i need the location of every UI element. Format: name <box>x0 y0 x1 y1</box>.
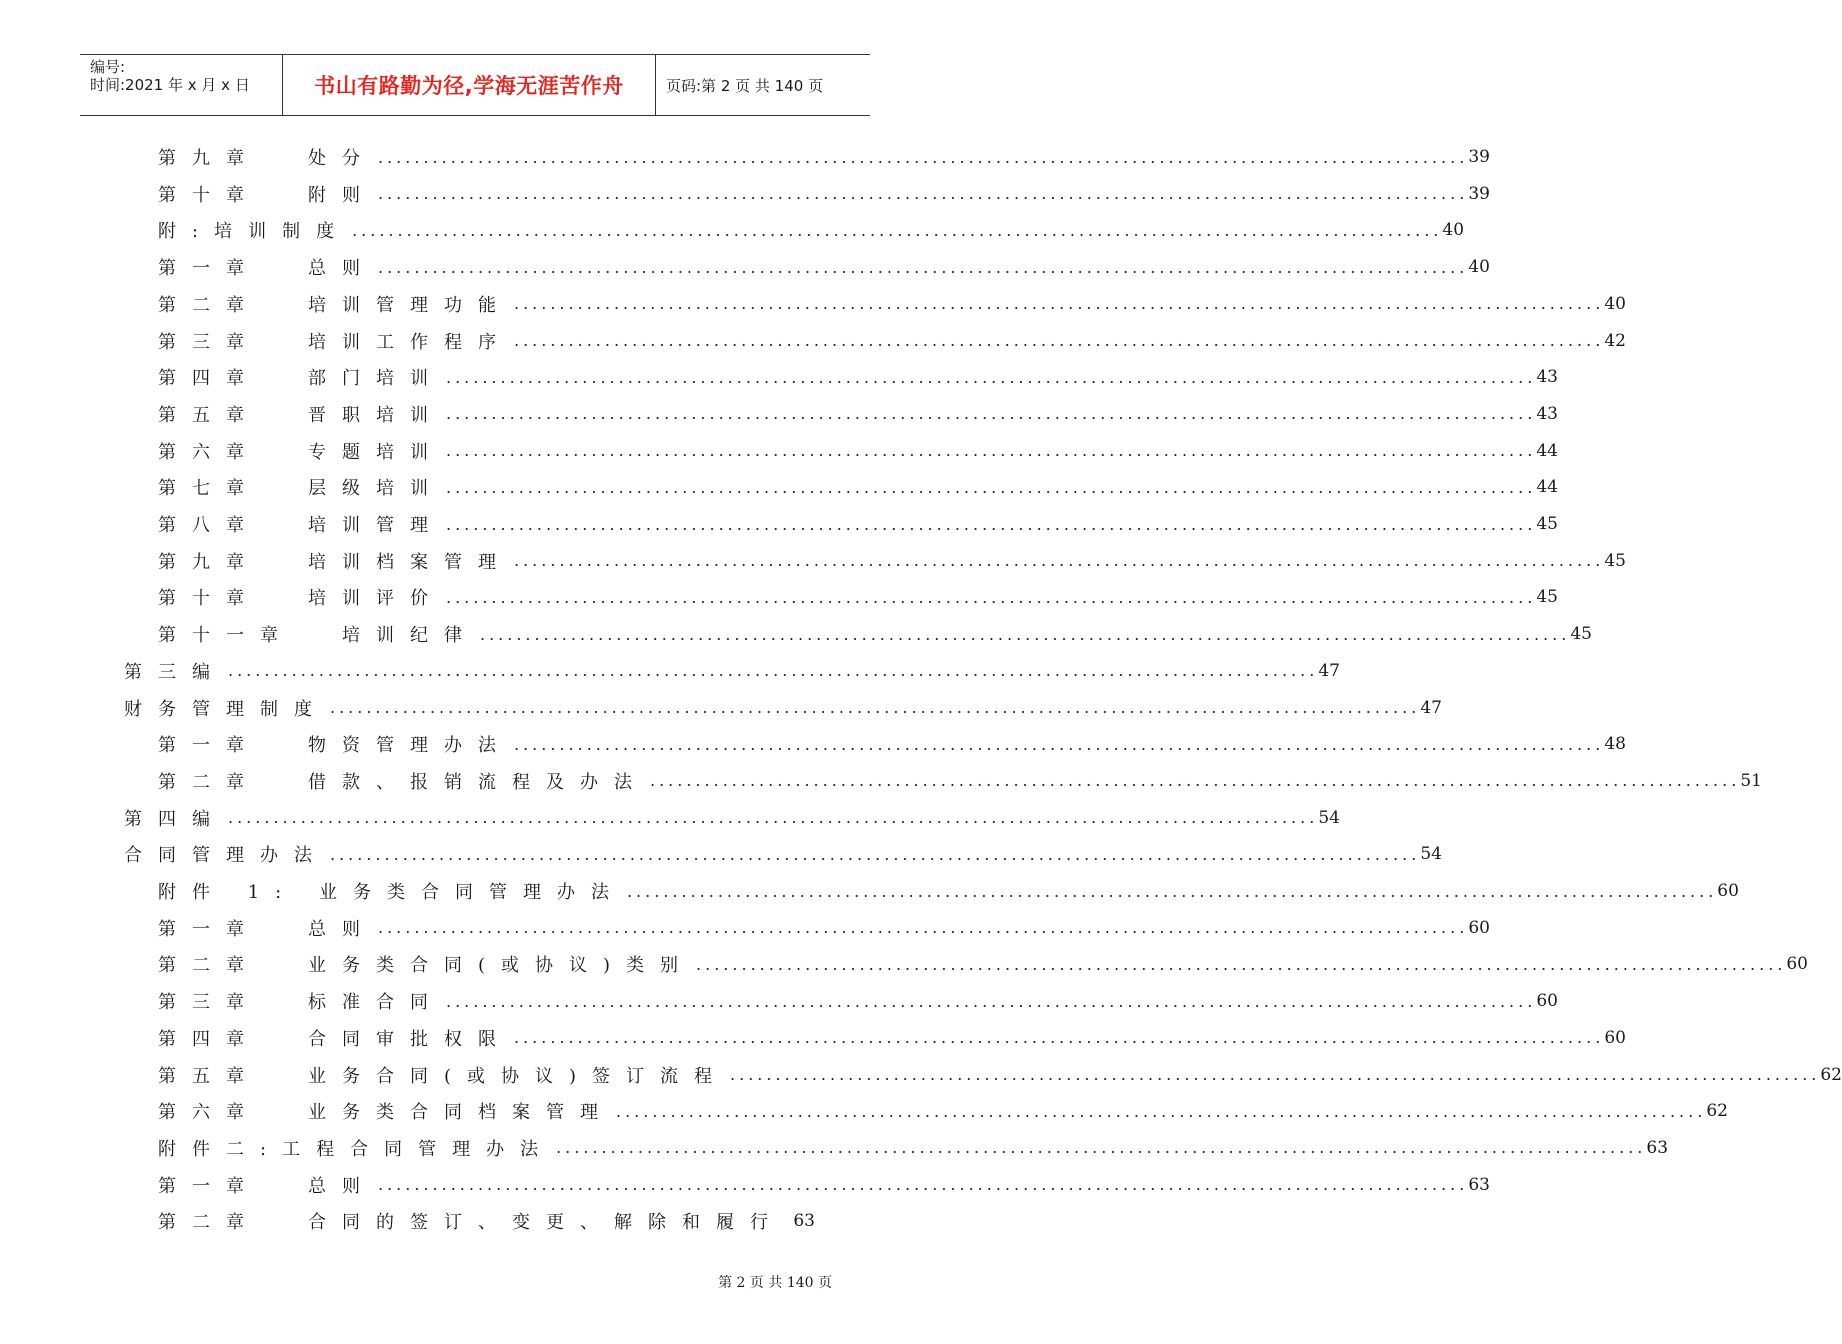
toc-entry-label: 第五章 <box>158 1065 260 1087</box>
toc-entry-page: 63 <box>1468 1174 1490 1195</box>
toc-entry <box>124 656 1340 686</box>
toc-entry-label: 第十一章 <box>158 625 294 647</box>
toc-entry-title: 培训评价 <box>308 588 444 610</box>
toc-entry-title: 专题培训 <box>308 441 444 463</box>
toc-entry <box>158 326 1626 356</box>
toc-entry-label: 第二章 <box>158 955 260 977</box>
toc-entry-title: 合同的签订、变更、解除和履行 <box>308 1212 784 1234</box>
toc-entry <box>158 913 1490 943</box>
header-page-info: 页码:第 2 页 共 140 页 <box>666 76 824 95</box>
toc-entry-page: 60 <box>1536 991 1558 1012</box>
toc-entry-page: 39 <box>1468 183 1490 204</box>
toc-leader-dots: ........................................................................................................................ <box>378 184 1469 204</box>
toc-entry-page: 40 <box>1468 257 1490 278</box>
toc-entry <box>158 1096 1728 1126</box>
toc-entry-title: 培训管理 <box>308 515 444 536</box>
toc-entry <box>158 1170 1490 1200</box>
toc-entry-title: 业务合同(或协议)签订流程 <box>308 1065 729 1087</box>
toc-entry-page: 43 <box>1536 367 1558 388</box>
toc-entry-label: 第六章 <box>158 441 260 463</box>
toc-entry-label: 第二章 <box>158 1212 260 1234</box>
header-motto: 书山有路勤为径,学海无涯苦作舟 <box>282 55 656 115</box>
toc-entry-title: 培训工作程序 <box>308 331 512 353</box>
toc-entry <box>158 252 1490 282</box>
toc-leader-dots: ........................................................................................................................ <box>378 257 1469 277</box>
toc-entry <box>158 472 1558 502</box>
toc-leader-dots: ........................................................................................................................ <box>446 514 1537 534</box>
toc-entry-label: 附件二:工程合同管理办法 <box>158 1138 555 1160</box>
toc-entry-title: 业务类合同(或协议)类别 <box>308 955 695 977</box>
toc-leader-dots: ........................................................................................................................ <box>514 551 1605 571</box>
toc-entry-title: 总则 <box>308 1175 376 1197</box>
toc-entry <box>158 142 1490 172</box>
toc-entry-label: 第六章 <box>158 1102 260 1124</box>
toc-entry-page: 63 <box>1646 1137 1669 1158</box>
toc-entry <box>158 509 1558 539</box>
toc-entry-page: 44 <box>1536 440 1558 461</box>
toc-entry-label: 第二章 <box>158 294 260 316</box>
toc-entry-title: 培训档案管理 <box>308 551 512 573</box>
toc-entry-title: 部门培训 <box>308 368 444 390</box>
toc-entry-page: 60 <box>1604 1027 1626 1048</box>
toc-leader-dots: ........................................................................................................................ <box>330 844 1421 864</box>
toc-entry-label: 第四章 <box>158 368 260 390</box>
toc-entry-page: 44 <box>1536 477 1558 498</box>
toc-leader-dots: ........................................................................................................................ <box>446 441 1537 461</box>
toc-entry-label: 第十章 <box>158 184 260 206</box>
toc-entry <box>158 1133 1669 1163</box>
document-number-label: 编号: <box>90 58 126 76</box>
toc-entry <box>158 179 1490 209</box>
toc-leader-dots: ........................................................................................................................ <box>330 698 1421 717</box>
toc-leader-dots: ........................................................................................................................ <box>228 808 1319 828</box>
header-meta <box>80 55 282 115</box>
toc-leader-dots: ........................................................................................................................ <box>650 771 1741 791</box>
toc-entry <box>158 619 1592 649</box>
toc-entry-title: 总则 <box>308 918 376 940</box>
toc-entry-label: 第一章 <box>158 735 260 757</box>
toc-entry-label: 第十章 <box>158 588 260 610</box>
toc-leader-dots: ........................................................................................................................ <box>378 147 1469 167</box>
toc-leader-dots: ........................................................................................................................ <box>730 1065 1821 1084</box>
document-time-label: 时间:2021 年 x 月 x 日 <box>90 76 250 94</box>
toc-entry-label: 第四章 <box>158 1028 260 1050</box>
toc-entry <box>158 1206 815 1236</box>
toc-leader-dots: ........................................................................................................................ <box>446 587 1537 607</box>
toc-leader-dots: ........................................................................................................................ <box>446 991 1537 1011</box>
toc-entry-page: 51 <box>1740 770 1762 791</box>
toc-entry-label: 第五章 <box>158 404 260 426</box>
toc-entry-label: 第三编 <box>124 661 226 683</box>
toc-entry <box>124 839 1442 869</box>
toc-entry <box>158 949 1808 979</box>
toc-entry-label: 第三章 <box>158 331 260 353</box>
toc-entry-page: 60 <box>1468 917 1490 938</box>
toc-entry-page: 45 <box>1536 587 1558 608</box>
toc-entry <box>158 215 1465 245</box>
toc-entry-page: 54 <box>1420 844 1442 865</box>
toc-entry-title: 培训纪律 <box>342 625 478 647</box>
toc-leader-dots: ........................................................................................................................ <box>480 624 1571 644</box>
toc-entry-label: 第四编 <box>124 808 226 830</box>
page-header <box>80 54 870 116</box>
toc-entry-title: 层级培训 <box>308 478 444 500</box>
toc-entry <box>158 546 1626 576</box>
toc-entry-page: 47 <box>1318 660 1340 681</box>
toc-entry <box>158 582 1558 612</box>
toc-entry <box>158 289 1626 319</box>
toc-entry <box>158 1023 1626 1053</box>
toc-entry-page: 43 <box>1536 403 1558 424</box>
toc-leader-dots: ........................................................................................................................ <box>446 404 1537 424</box>
toc-entry-title: 培训管理功能 <box>308 294 512 316</box>
toc-entry-label: 第二章 <box>158 771 260 793</box>
toc-entry-label: 第九章 <box>158 148 260 169</box>
toc-leader-dots: ........................................................................................................................ <box>556 1138 1647 1158</box>
toc-leader-dots: ........................................................................................................................ <box>352 220 1443 240</box>
toc-entry-page: 40 <box>1442 220 1465 241</box>
toc-entry-page: 54 <box>1318 807 1340 828</box>
toc-leader-dots: ........................................................................................................................ <box>378 1175 1469 1195</box>
toc-entry-page: 45 <box>1536 514 1558 534</box>
toc-entry-title: 晋职培训 <box>308 404 444 426</box>
toc-entry-label: 附:培训制度 <box>158 221 351 243</box>
toc-entry <box>158 876 1739 906</box>
toc-leader-dots: ........................................................................................................................ <box>514 294 1605 314</box>
toc-entry <box>158 986 1558 1016</box>
toc-entry-page: 60 <box>1786 954 1808 975</box>
toc-leader-dots: ........................................................................................................................ <box>616 1101 1707 1121</box>
toc-entry-title: 合同审批权限 <box>308 1028 512 1050</box>
toc-leader-dots: ........................................................................................................................ <box>514 331 1605 350</box>
toc-entry <box>158 1060 1842 1090</box>
toc-entry-page: 62 <box>1820 1064 1842 1085</box>
toc-entry-page: 63 <box>793 1211 815 1232</box>
toc-leader-dots: ........................................................................................................................ <box>626 881 1718 901</box>
toc-entry-label: 第一章 <box>158 258 260 280</box>
toc-leader-dots: ........................................................................................................................ <box>514 734 1605 754</box>
toc-entry-label: 第一章 <box>158 918 260 940</box>
toc-leader-dots: ........................................................................................................................ <box>446 477 1537 497</box>
toc-entry <box>124 803 1340 833</box>
toc-leader-dots: ........................................................................................................................ <box>514 1028 1605 1048</box>
toc-entry-page: 47 <box>1420 697 1442 718</box>
toc-entry-label: 合同管理办法 <box>124 845 328 867</box>
toc-entry-label: 第八章 <box>158 515 260 536</box>
toc-entry-page: 42 <box>1604 330 1626 351</box>
toc-entry <box>158 766 1762 796</box>
toc-entry-page: 40 <box>1604 293 1626 314</box>
toc-entry-title: 总则 <box>308 258 376 280</box>
toc-entry-page: 48 <box>1604 734 1626 755</box>
toc-entry-page: 45 <box>1604 550 1626 571</box>
toc-leader-dots: ........................................................................................................................ <box>446 367 1537 387</box>
toc-entry-title: 附则 <box>308 184 376 206</box>
toc-entry-label: 第一章 <box>158 1175 260 1197</box>
toc-entry <box>158 729 1626 759</box>
toc-entry-label: 第九章 <box>158 551 260 573</box>
toc-entry-title: 标准合同 <box>308 992 444 1014</box>
toc-entry-label: 财务管理制度 <box>124 698 328 720</box>
toc-leader-dots: ........................................................................................................................ <box>696 954 1787 974</box>
toc-leader-dots: ........................................................................................................................ <box>228 661 1319 681</box>
toc-entry <box>124 693 1442 723</box>
toc-entry-page: 39 <box>1468 147 1490 167</box>
toc-entry-label: 第三章 <box>158 992 260 1014</box>
toc-entry-label: 第七章 <box>158 478 260 500</box>
toc-entry <box>158 399 1558 429</box>
toc-entry-title: 借款、报销流程及办法 <box>308 771 648 793</box>
toc-leader-dots: ........................................................................................................................ <box>378 918 1469 938</box>
toc-entry-page: 60 <box>1717 881 1739 901</box>
toc-entry-title: 业务类合同档案管理 <box>308 1102 614 1124</box>
toc-entry-title: 处分 <box>308 148 376 169</box>
toc-entry-page: 45 <box>1570 624 1592 645</box>
toc-entry-title: 物资管理办法 <box>308 735 512 757</box>
page-footer: 第 2 页 共 140 页 <box>718 1275 832 1291</box>
toc-entry-page: 62 <box>1706 1101 1728 1122</box>
toc-entry <box>158 362 1558 392</box>
toc-entry-label: 附件 1: 业务类合同管理办法 <box>158 882 625 903</box>
toc-entry <box>158 436 1558 466</box>
